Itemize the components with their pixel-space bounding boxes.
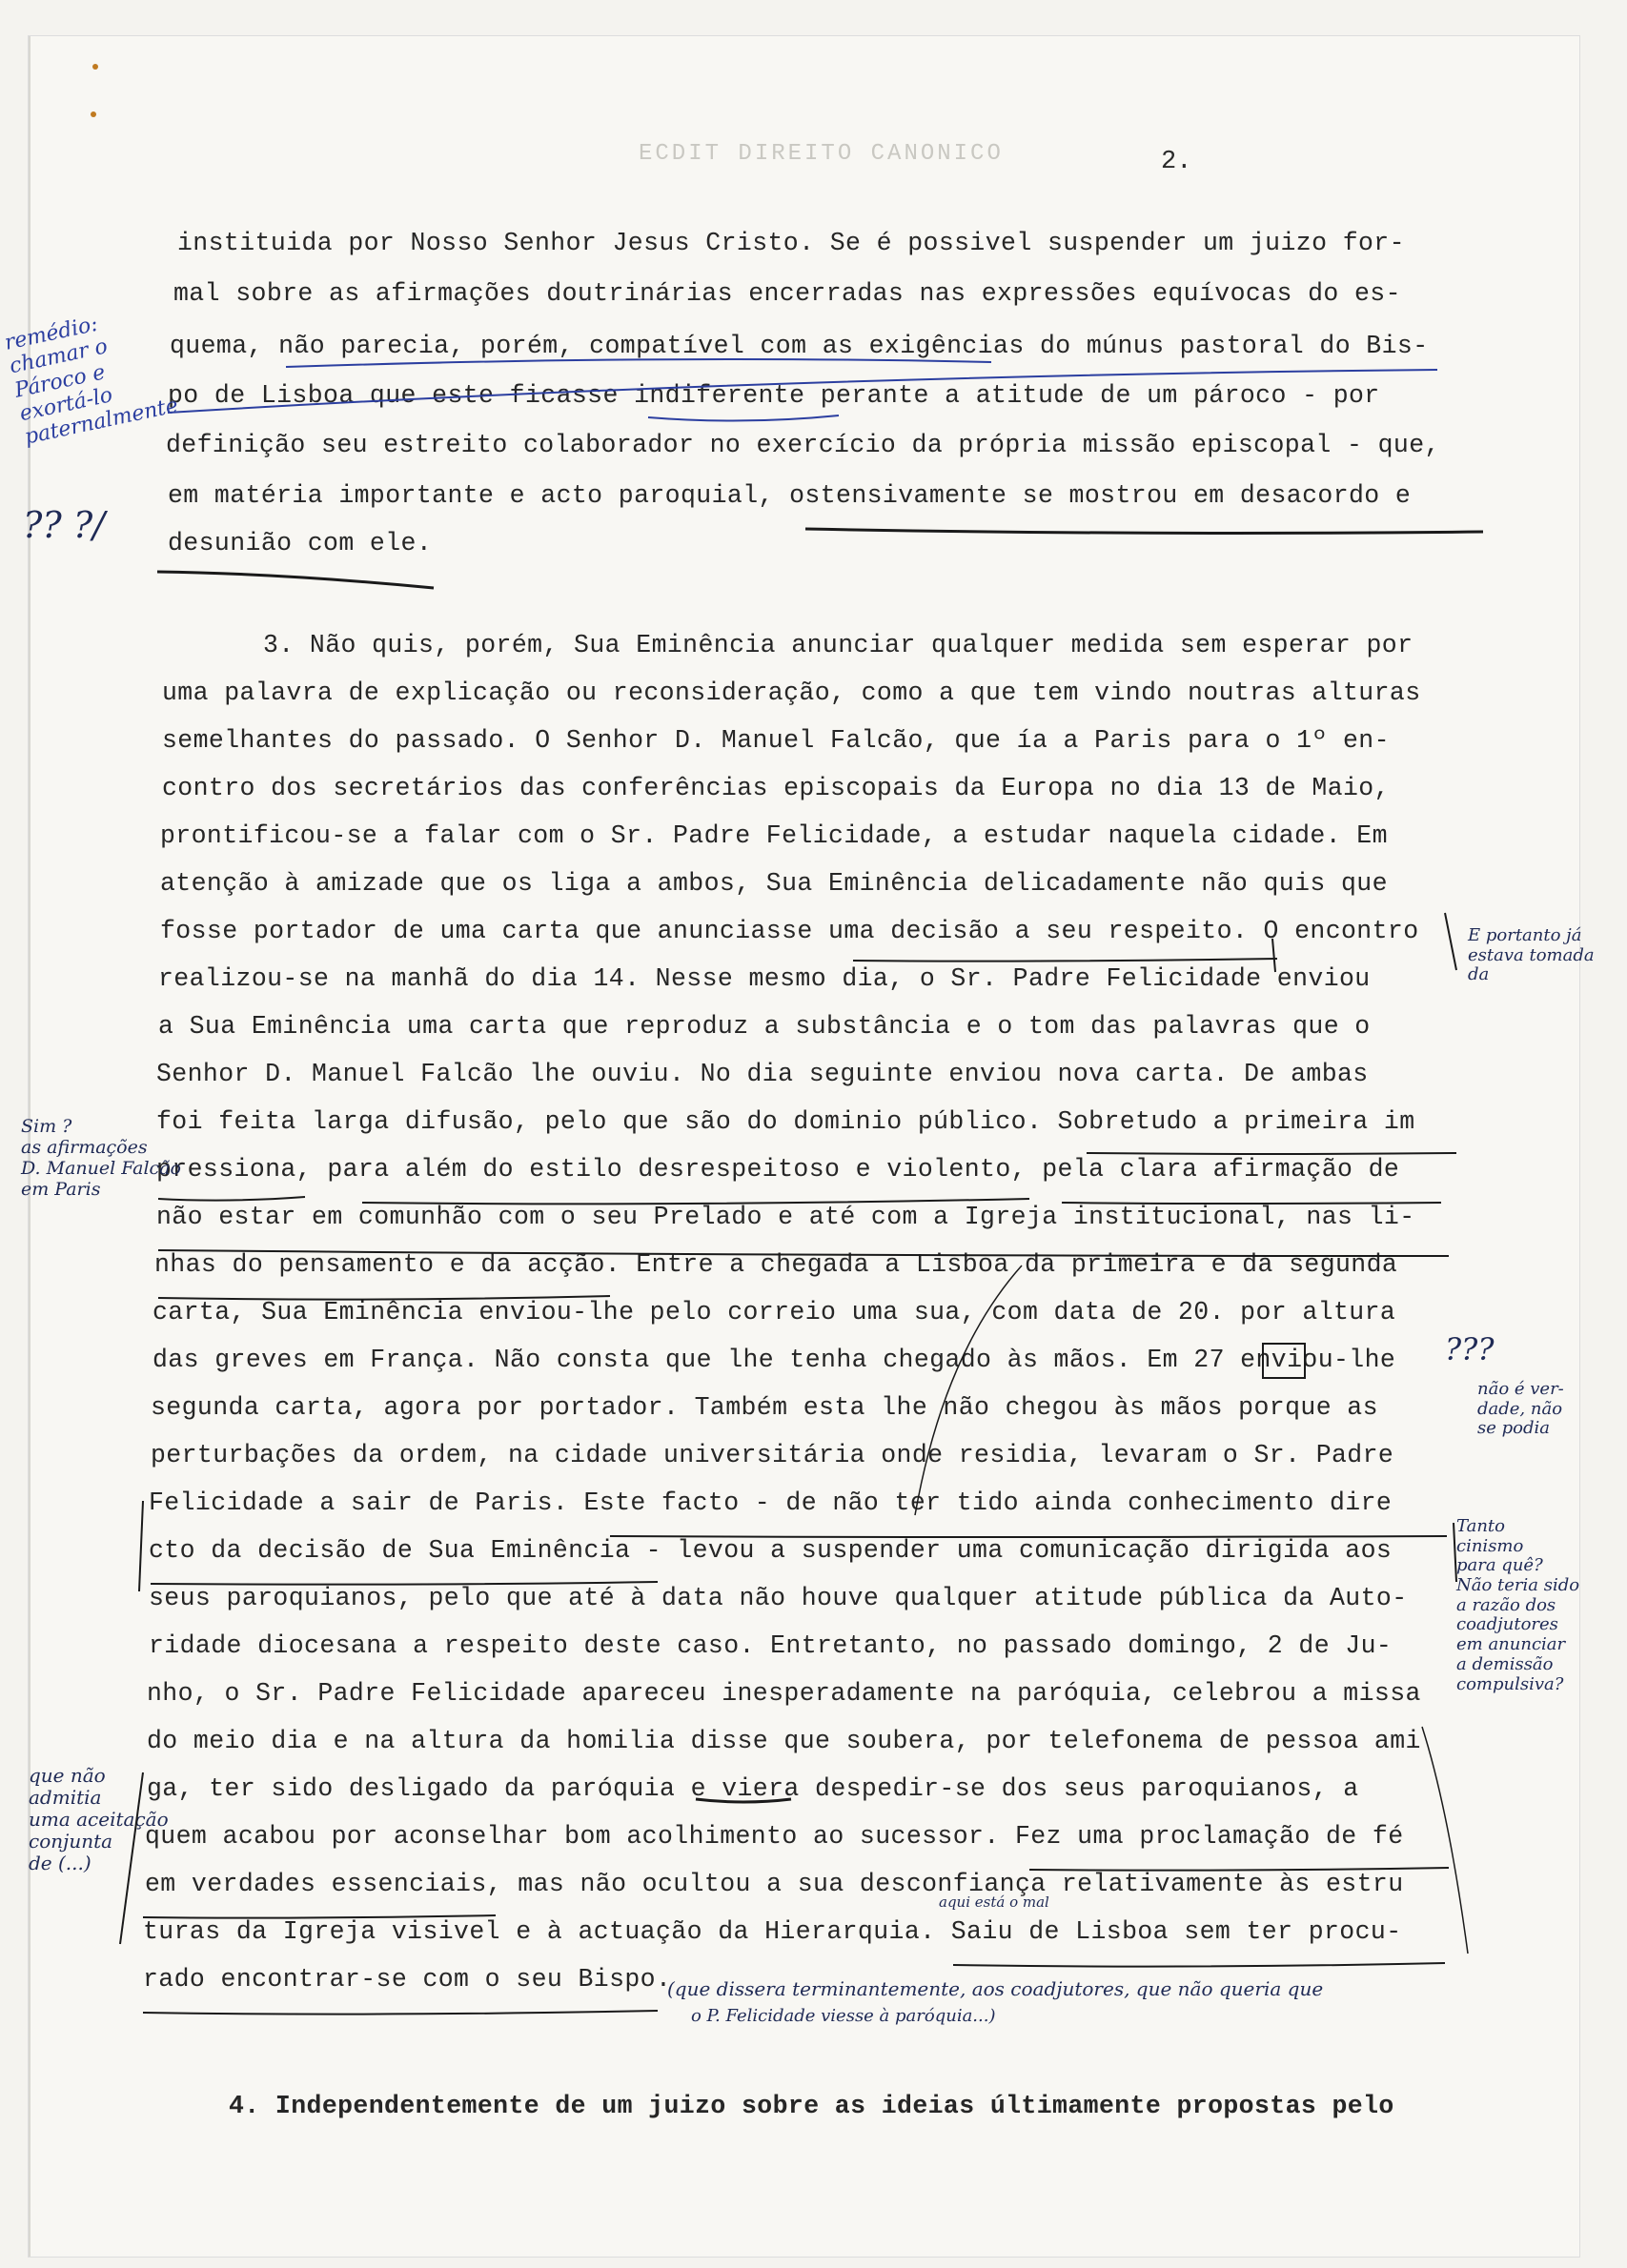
handwritten-margin-note-remedio: remédio: chamar o Pároco e exortá-lo paternalmente <box>2 312 181 450</box>
text-line: turas da Igreja visivel e à actuação da Hierarquia. Saiu de Lisboa sem ter procu- <box>143 1917 1402 1946</box>
text-line: uma palavra de explicação ou reconsideração, como a que tem vindo noutras alturas <box>162 678 1421 707</box>
text-line: 3. Não quis, porém, Sua Eminência anunciar qualquer medida sem esperar por <box>263 631 1413 659</box>
text-line: atenção à amizade que os liga a ambos, Sua Eminência delicadamente não quis que <box>160 869 1388 898</box>
handwritten-margin-note-sim: Sim ? as afirmações D. Manuel Falcão em Paris <box>21 1116 181 1200</box>
text-line: quem acabou por aconselhar bom acolhimento ao sucessor. Fez uma proclamação de fé <box>145 1822 1404 1851</box>
text-line: seus paroquianos, pelo que até à data não houve qualquer atitude pública da Auto- <box>149 1584 1408 1612</box>
text-line: desunião com ele. <box>168 529 433 557</box>
handwritten-question-marks: ?? ?/ <box>23 504 106 546</box>
text-line: pressiona, para além do estilo desrespeitoso e violento, pela clara afirmação de <box>156 1155 1400 1184</box>
text-line: mal sobre as afirmações doutrinárias encerradas nas expressões equívocas do es- <box>173 279 1401 308</box>
text-line: segunda carta, agora por portador. Também esta lhe não chegou às mãos porque as <box>151 1393 1378 1422</box>
text-line: definição seu estreito colaborador no exercício da própria missão episcopal - que, <box>166 431 1440 459</box>
text-line: 4. Independentemente de um juizo sobre as ideias últimamente propostas pelo <box>229 2092 1394 2120</box>
text-line: fosse portador de uma carta que anunciasse uma decisão a seu respeito. O encontro <box>160 917 1419 945</box>
handwritten-margin-note-admitia: que não admitia uma aceitação conjunta de (...) <box>29 1764 169 1874</box>
handwritten-bottom-note-line-2: o P. Felicidade viesse à paróquia...) <box>691 2006 996 2026</box>
text-line: carta, Sua Eminência enviou-lhe pelo correio uma sua, com data de 20. por altura <box>153 1298 1396 1326</box>
text-line: cto da decisão de Sua Eminência - levou a suspender uma comunicação dirigida aos <box>149 1536 1393 1565</box>
text-line: foi feita larga difusão, pelo que são do dominio público. Sobretudo a primeira im <box>156 1107 1415 1136</box>
text-line: a Sua Eminência uma carta que reproduz a substância e o tom das palavras que o <box>158 1012 1371 1041</box>
text-line: ga, ter sido desligado da paróquia e viera despedir-se dos seus paroquianos, a <box>147 1774 1359 1803</box>
handwritten-margin-note-portanto: E portanto já estava tomada da <box>1468 925 1595 985</box>
text-line: em verdades essenciais, mas não ocultou a sua desconfiança relativamente às estru <box>145 1870 1404 1898</box>
text-line: nho, o Sr. Padre Felicidade apareceu inesperadamente na paróquia, celebrou a missa <box>147 1679 1421 1708</box>
text-line: rado encontrar-se com o seu Bispo. <box>143 1965 672 1994</box>
text-line: nhas do pensamento e da acção. Entre a chegada a Lisboa da primeira e da segunda <box>154 1250 1398 1279</box>
text-line: contro dos secretários das conferências episcopais da Europa no dia 13 de Maio, <box>162 774 1390 802</box>
text-line: do meio dia e na altura da homilia disse que soubera, por telefonema de pessoa ami <box>147 1727 1421 1755</box>
text-line: das greves em França. Não consta que lhe tenha chegado às mãos. Em 27 enviou-lhe <box>153 1346 1396 1374</box>
text-line: semelhantes do passado. O Senhor D. Manuel Falcão, que ía a Paris para o 1º en- <box>162 726 1390 755</box>
text-line: não estar em comunhão com o seu Prelado e até com a Igreja institucional, nas li- <box>156 1203 1415 1231</box>
text-line: ridade diocesana a respeito deste caso. Entretanto, no passado domingo, 2 de Ju- <box>149 1631 1393 1660</box>
text-line: instituida por Nosso Senhor Jesus Cristo. Se é possivel suspender um juizo for- <box>177 229 1405 257</box>
page-number: 2. <box>1161 148 1192 176</box>
text-line: quema, não parecia, porém, compatível com as exigências do múnus pastoral do Bis- <box>170 332 1429 360</box>
text-line: po de Lisboa que este ficasse indiferente perante a atitude de um pároco - por <box>168 381 1380 410</box>
handwritten-bottom-note-line-1: (que dissera terminantemente, aos coadjutores, que não queria que <box>667 1977 1324 2000</box>
handwritten-question-marks-right: ??? <box>1445 1331 1495 1367</box>
text-line: Felicidade a sair de Paris. Este facto - de não ter tido ainda conhecimento dire <box>149 1488 1393 1517</box>
text-line: realizou-se na manhã do dia 14. Nesse mesmo dia, o Sr. Padre Felicidade enviou <box>158 964 1371 993</box>
handwritten-margin-note-tanto-cinismo: Tanto cinismo para quê? Não teria sido a razão dos coadjutores em anunciar a demissão compulsiva? <box>1456 1516 1580 1694</box>
text-line: Senhor D. Manuel Falcão lhe ouviu. No dia seguinte enviou nova carta. De ambas <box>156 1060 1369 1088</box>
text-line: perturbações da ordem, na cidade universitária onde residia, levaram o Sr. Padre <box>151 1441 1394 1469</box>
text-line: em matéria importante e acto paroquial, ostensivamente se mostrou em desacordo e <box>168 481 1412 510</box>
handwritten-margin-note-nao-e-verdade: não é ver- dade, não se podia <box>1477 1379 1564 1439</box>
handwritten-inline-note: aqui está o mal <box>939 1893 1049 1911</box>
faded-bleed-through-header: ECDIT DIREITO CANONICO <box>639 141 1004 167</box>
text-line: prontificou-se a falar com o Sr. Padre Felicidade, a estudar naquela cidade. Em <box>160 821 1388 850</box>
